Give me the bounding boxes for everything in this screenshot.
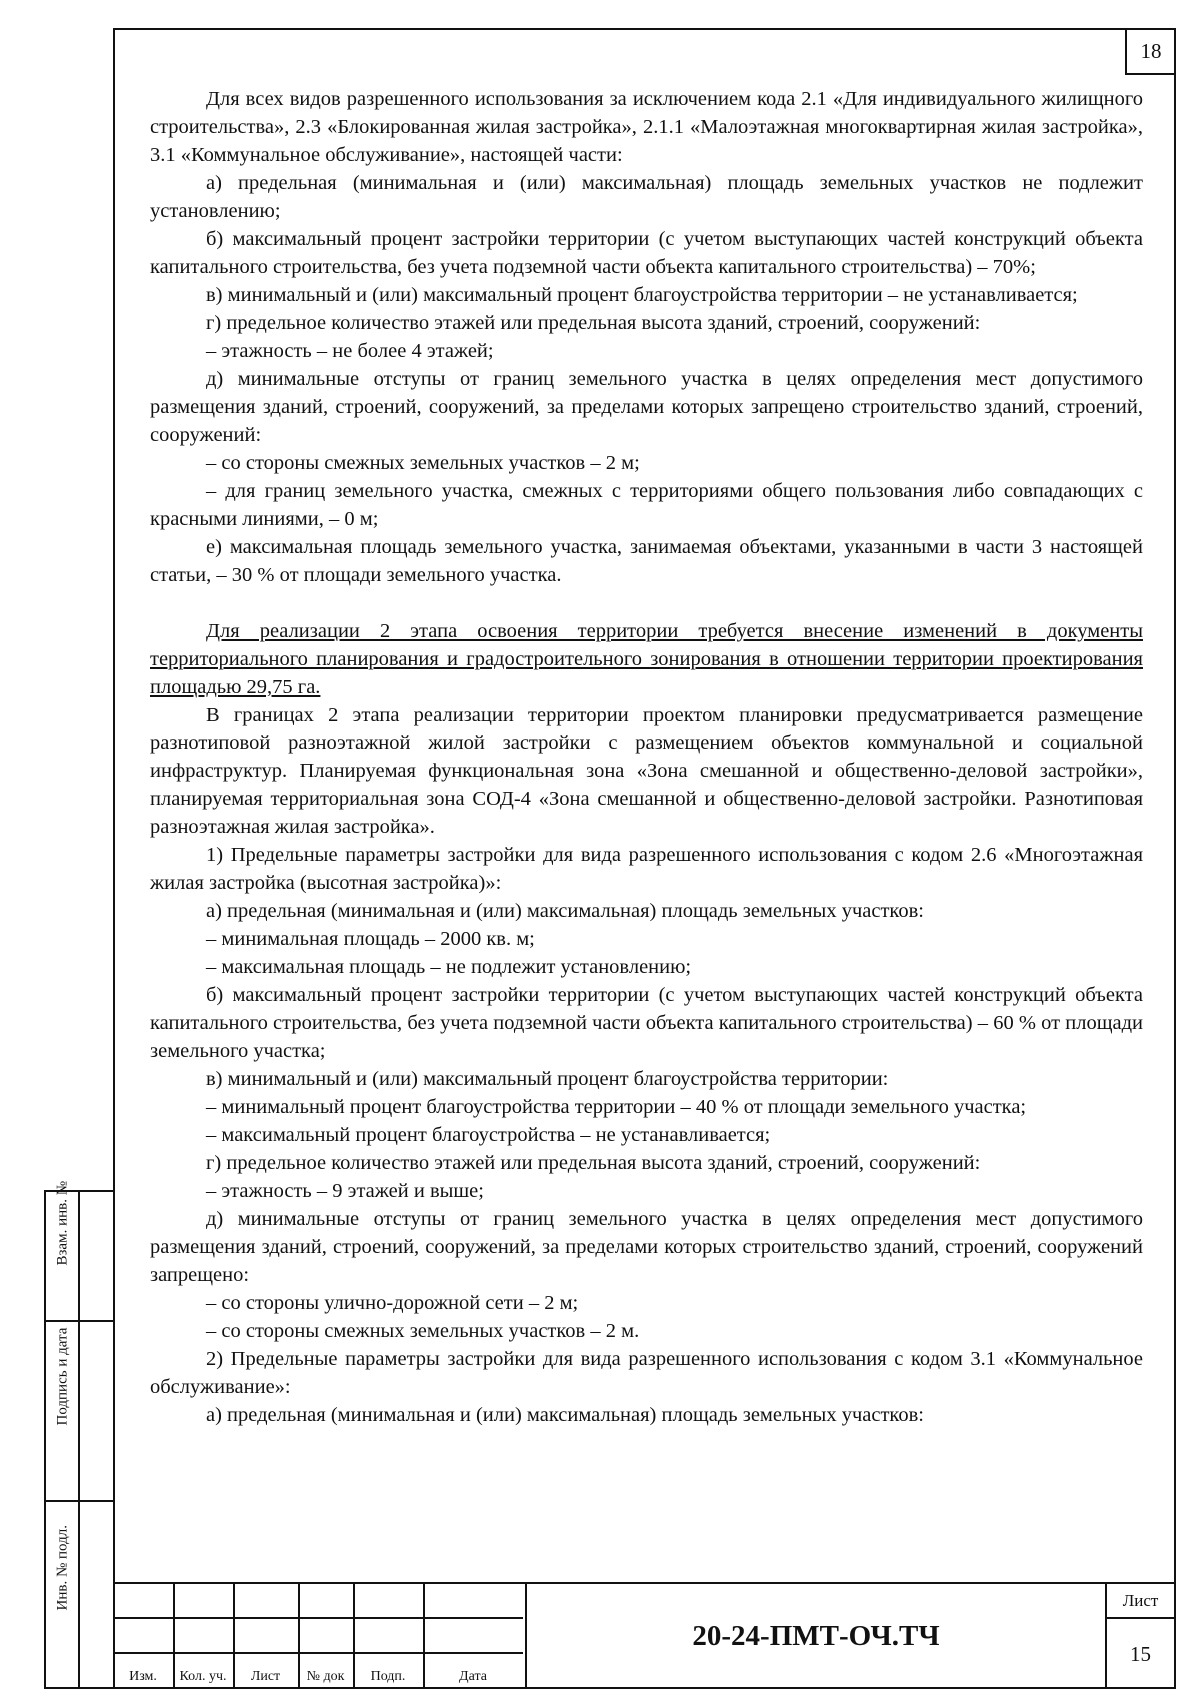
- paragraph: – этажность – 9 этажей и выше;: [206, 1180, 484, 1202]
- paragraph: б) максимальный процент застройки территории (с учетом выступающих частей конструкций объекта капитального строительства, без учета подземной части объекта капитального строительства) – 70%;: [150, 228, 1143, 278]
- sheet-label: Лист: [1107, 1584, 1174, 1619]
- paragraph: – этажность – не более 4 этажей;: [206, 340, 494, 362]
- sidebar-cell-podpis: [46, 1322, 113, 1502]
- paragraph: б) максимальный процент застройки территории (с учетом выступающих частей конструкций объекта капитального строительства, без учета подземной части объекта капитального строительства) – 60 % от площади земельного участка;: [150, 984, 1143, 1062]
- stamp-label-kol-uch: Кол. уч.: [179, 1669, 227, 1684]
- paragraph: – со стороны смежных земельных участков – 2 м;: [206, 452, 640, 474]
- revision-grid: [113, 1584, 523, 1689]
- stamp-label-doc-num: № док: [306, 1669, 345, 1684]
- document-body: [150, 85, 1143, 1429]
- paragraph: – со стороны улично-дорожной сети – 2 м;: [206, 1292, 579, 1314]
- title-block: [113, 1582, 1176, 1689]
- paragraph: 2) Предельные параметры застройки для вида разрешенного использования с кодом 3.1 «Коммунальное обслуживание»:: [150, 1348, 1143, 1398]
- paragraph: а) предельная (минимальная и (или) максимальная) площадь земельных участков:: [206, 1404, 924, 1426]
- stamp-label-izm: Изм.: [129, 1669, 157, 1684]
- paragraph: – максимальная площадь – не подлежит установлению;: [206, 956, 692, 978]
- sheet-number: 15: [1130, 1642, 1151, 1666]
- underlined-text: Для реализации 2 этапа освоения территории требуется внесение изменений в документы территориального планирования и градостроительного зонирования в отношении территории проектирования площадью 29,75 га.: [150, 620, 1143, 698]
- sidebar-label-podpis: Подпись и дата: [54, 1327, 71, 1426]
- paragraph: а) предельная (минимальная и (или) максимальная) площадь земельных участков:: [206, 900, 924, 922]
- paragraph: Для всех видов разрешенного использования за исключением кода 2.1 «Для индивидуального жилищного строительства», 2.3 «Блокированная жилая застройка», 2.1.1 «Малоэтажная многоквартирная жилая застройка», 3.1 «Коммунальное обслуживание», настоящей части:: [150, 88, 1143, 166]
- paragraph: – минимальная площадь – 2000 кв. м;: [206, 928, 535, 950]
- paragraph: В границах 2 этапа реализации территории проектом планировки предусматривается размещение разнотиповой разноэтажной жилой застройки с размещением объектов коммунальной и социальной инфраструктур. Планируемая функциональная зона «Зона смешанной и общественно-деловой застройки», планируемая территориальная зона СОД-4 «Зона смешанной и общественно-деловой застройки. Разнотиповая разноэтажная жилая застройка».: [150, 704, 1143, 838]
- stamp-label-podp: Подп.: [370, 1669, 406, 1684]
- paragraph: в) минимальный и (или) максимальный процент благоустройства территории:: [206, 1068, 889, 1090]
- paragraph: е) максимальная площадь земельного участка, занимаемая объектами, указанными в части 3 настоящей статьи, – 30 % от площади земельного участка.: [150, 536, 1143, 586]
- paragraph: а) предельная (минимальная и (или) максимальная) площадь земельных участков не подлежит установлению;: [150, 172, 1143, 222]
- stamp-label-data: Дата: [459, 1669, 487, 1684]
- paragraph: г) предельное количество этажей или предельная высота зданий, строений, сооружений:: [206, 312, 981, 334]
- underlined-paragraph: [150, 617, 1143, 701]
- paragraph: – для границ земельного участка, смежных с территориями общего пользования либо совпадающих с красными линиями, – 0 м;: [150, 480, 1143, 530]
- page-number: 18: [1125, 30, 1175, 75]
- sidebar-label-inv: Инв. № подл.: [54, 1525, 71, 1611]
- paragraph: – со стороны смежных земельных участков – 2 м.: [206, 1320, 640, 1342]
- sidebar-label-vzam: Взам. инв. №: [54, 1180, 71, 1266]
- paragraph: д) минимальные отступы от границ земельного участка в целях определения мест допустимого размещения зданий, строений, сооружений, за пределами которых запрещено строительство зданий, строений, сооружений:: [150, 368, 1143, 446]
- paragraph: в) минимальный и (или) максимальный процент благоустройства территории – не устанавливается;: [206, 284, 1078, 306]
- paragraph: – максимальный процент благоустройства – не устанавливается;: [206, 1124, 771, 1146]
- sidebar-cell-vzam: [46, 1180, 113, 1322]
- stamp-label-list: Лист: [250, 1669, 281, 1684]
- document-code: 20-24-ПМТ-ОЧ.ТЧ: [525, 1584, 1105, 1689]
- sidebar-cell-inv: [46, 1502, 113, 1689]
- paragraph: г) предельное количество этажей или предельная высота зданий, строений, сооружений:: [206, 1152, 981, 1174]
- sheet-box: [1105, 1584, 1174, 1689]
- paragraph: 1) Предельные параметры застройки для вида разрешенного использования с кодом 2.6 «Многоэтажная жилая застройка (высотная застройка)»:: [150, 844, 1143, 894]
- side-stamp: [44, 1180, 113, 1689]
- paragraph: – минимальный процент благоустройства территории – 40 % от площади земельного участка;: [206, 1096, 1027, 1118]
- paragraph: д) минимальные отступы от границ земельного участка в целях определения мест допустимого размещения зданий, строений, сооружений, за пределами которых строительство зданий, строений, сооружений запрещено:: [150, 1208, 1143, 1286]
